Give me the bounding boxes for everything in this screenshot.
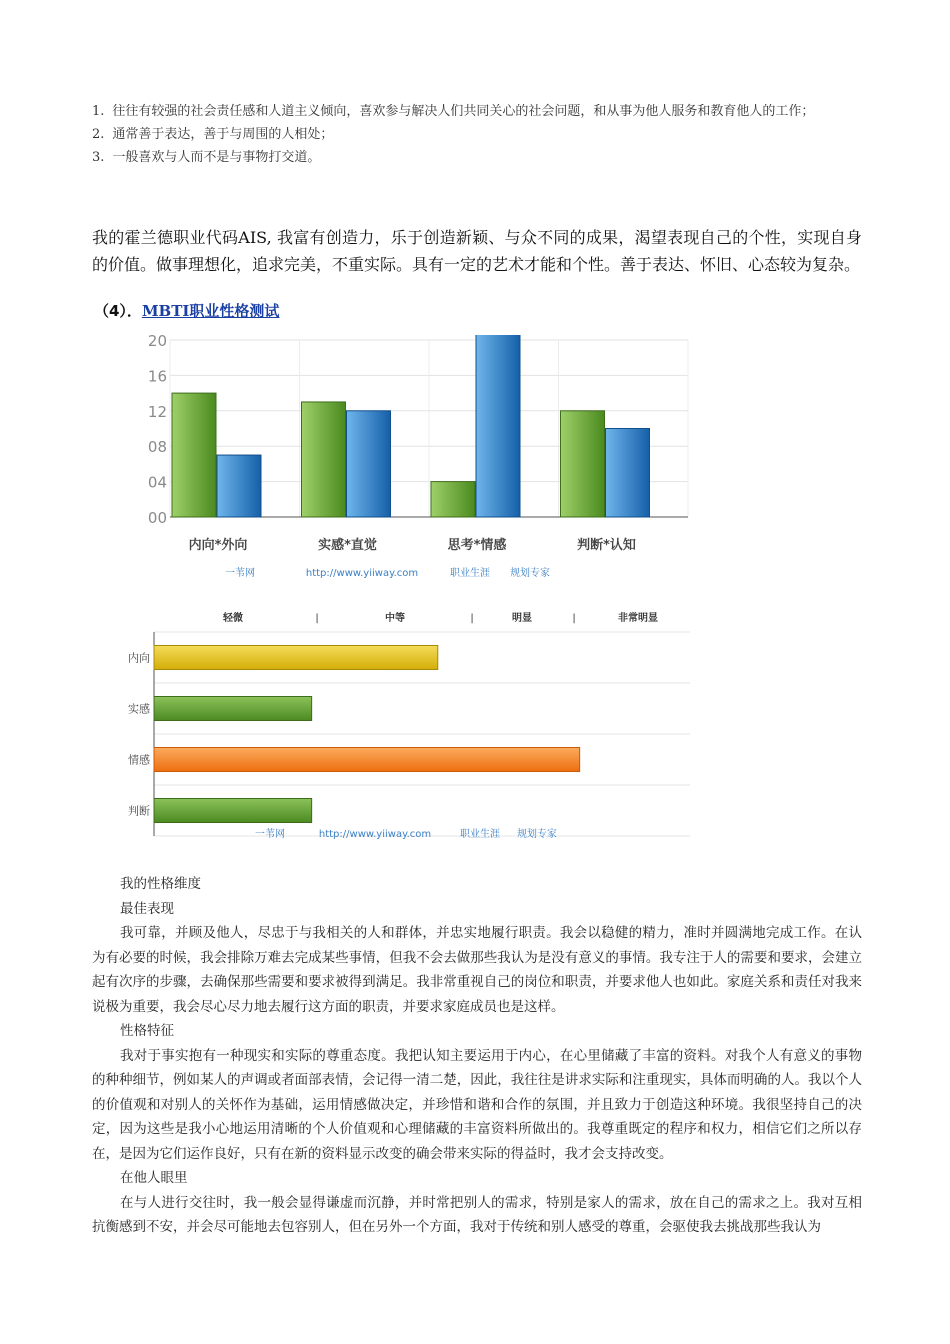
- list-item: 3. 一般喜欢与人而不是与事物打交道。: [92, 150, 321, 165]
- chart-watermark-text: 职业生涯: [460, 829, 500, 840]
- section-text-others: 在与人进行交往时，我一般会显得谦虚而沉静，并时常把别人的需求，特别是家人的需求，放在自己的需求之上。我对互相抗衡感到不安，并会尽可能地去包容别人，但在另外一个方面，我对于传统和别人感受的尊重，会驱使我去挑战那些我认为: [92, 1194, 862, 1235]
- y-tick-label: 判断: [128, 804, 150, 818]
- chart-watermark-text: 职业生涯: [450, 568, 490, 579]
- scale-label: 轻微: [223, 613, 243, 624]
- section-heading-others: 在他人眼里: [120, 1170, 188, 1186]
- x-tick-label: 内向*外向: [188, 538, 248, 553]
- section-text-best: 我可靠，并顾及他人，尽忠于与我相关的人和群体，并忠实地履行职责。我会以稳健的精力，准时并圆满地完成工作。在认为有必要的时候，我会排除万难去完成某些事情，但我不会去做那些我认为是没有意义的事情。我专注于人的需要和要求，会建立起有次序的步骤，去确保那些需要和要求被得到满足。我非常重视自己的岗位和职责，并要求他人也如此。家庭关系和责任对我来说极为重要，我会尽心尽力地去履行这方面的职责，并要求家庭成员也是这样。: [92, 925, 862, 1015]
- y-tick-label: 00: [147, 509, 167, 527]
- list-item: 2. 通常善于表达，善于与周围的人相处；: [92, 127, 334, 142]
- scale-label: 非常明显: [618, 613, 658, 624]
- chart-watermark-text: http://www.yiiway.com: [318, 829, 432, 840]
- chart-watermark-text: 一苇网: [225, 568, 255, 579]
- y-tick-label: 12: [147, 402, 167, 421]
- y-tick-label: 16: [147, 367, 167, 386]
- bar: [154, 646, 438, 670]
- y-tick-label: 内向: [128, 651, 150, 665]
- bar: [154, 748, 580, 772]
- bar: [606, 429, 650, 518]
- y-tick-label: 情感: [128, 753, 150, 767]
- y-tick-label: 实感: [128, 702, 150, 716]
- mbti-preference-strength-chart: [120, 600, 700, 850]
- x-tick-label: 实感*直觉: [318, 538, 377, 553]
- bar: [154, 697, 312, 721]
- scale-label: |: [572, 613, 576, 624]
- scale-label: 明显: [512, 613, 532, 624]
- chart-watermark-text: 规划专家: [510, 568, 550, 579]
- mbti-test-link[interactable]: MBTI职业性格测试: [141, 302, 280, 320]
- bar: [476, 335, 520, 517]
- bar: [172, 393, 216, 517]
- section-number: （4）．: [94, 302, 142, 320]
- bar: [431, 482, 475, 517]
- scale-label: |: [315, 613, 319, 624]
- scale-label: |: [470, 613, 474, 624]
- y-tick-label: 20: [147, 335, 167, 350]
- chart-watermark-text: 规划专家: [517, 829, 557, 840]
- bar: [561, 411, 605, 517]
- bar: [347, 411, 391, 517]
- x-tick-label: 思考*情感: [447, 538, 507, 553]
- y-tick-label: 08: [147, 438, 167, 457]
- personality-text: [92, 872, 862, 1240]
- section-text-traits: 我对于事实抱有一种现实和实际的尊重态度。我把认知主要运用于内心，在心里储藏了丰富的资料。对我个人有意义的事物的种种细节，例如某人的声调或者面部表情，会记得一清二楚，因此，我往往是讲求实际和注重现实，具体而明确的人。我以个人的价值观和对别人的关怀作为基础，运用情感做决定，并珍惜和谐和合作的氛围，并且致力于创造这种环境。我很坚持自己的决定，因为这些是我小心地运用清晰的个人价值观和心理储藏的丰富资料所做出的。我尊重既定的程序和权力，相信它们之所以存在，是因为它们运作良好，只有在新的资料显示改变的确会带来实际的得益时，我才会支持改变。: [92, 1047, 862, 1162]
- chart-watermark-text: 一苇网: [255, 829, 285, 840]
- section-heading-traits: 性格特征: [120, 1023, 174, 1039]
- trait-list: [92, 100, 867, 169]
- list-item: 1. 往往有较强的社会责任感和人道主义倾向，喜欢参与解决人们共同关心的社会问题，和从事为他人服务和教育他人的工作；: [92, 104, 815, 119]
- holland-summary: 我的霍兰德职业代码AIS, 我富有创造力，乐于创造新颖、与众不同的成果，渴望表现自己的个性，实现自身的价值。做事理想化，追求完美，不重实际。具有一定的艺术才能和个性。善于表达、怀旧、心态较为复杂。: [92, 228, 862, 274]
- y-tick-label: 04: [147, 473, 167, 492]
- bar: [217, 455, 261, 517]
- body-title: 我的性格维度: [120, 876, 201, 892]
- scale-label: 中等: [385, 613, 405, 624]
- section-heading: [94, 300, 279, 321]
- bar: [302, 402, 346, 517]
- section-heading-best: 最佳表现: [120, 900, 174, 917]
- bar: [154, 799, 312, 823]
- chart-watermark-text: http://www.yiiway.com: [305, 568, 419, 579]
- mbti-dimension-bar-chart: [140, 335, 700, 585]
- x-tick-label: 判断*认知: [577, 538, 636, 553]
